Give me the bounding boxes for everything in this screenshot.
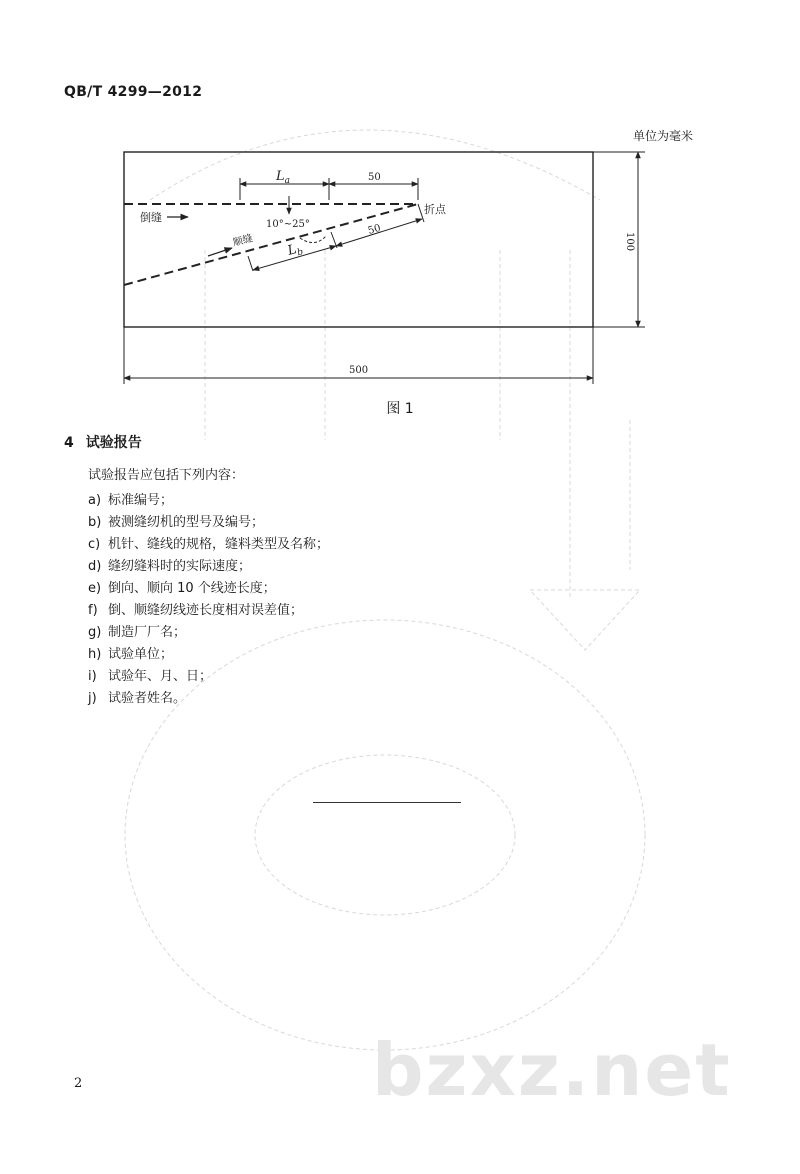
list-item: b) 被测缝纫机的型号及编号； [88,515,265,530]
slanted-50-label: 50 [366,222,383,237]
section-intro: 试验报告应包括下列内容： [88,468,245,483]
height-dimension [593,152,645,327]
list-item: e) 倒向、顺向 10 个线迹长度； [88,581,276,596]
forward-seam-label: 顺缝 [231,233,255,249]
section-heading [64,432,142,452]
slanted-dimension [248,204,424,271]
section-number: 4 [64,435,74,451]
watermark: bzxz.net [372,1028,732,1112]
fold-point-label: 折点 [424,203,446,216]
angle-label: 10°~25° [266,219,310,230]
list-item: i) 试验年、月、日； [88,669,213,684]
list-item: h) 试验单位； [88,647,174,662]
list-item: j) 试验者姓名。 [88,691,187,706]
standard-code-header: QB/T 4299—2012 [64,84,203,100]
list-item: d) 缝纫缝料时的实际速度； [88,559,252,574]
page-number: 2 [74,1076,83,1091]
top-50-label: 50 [368,172,381,183]
end-of-document-line [313,802,461,803]
lb-label: $L_b$ [285,242,305,259]
width-label: 500 [349,365,369,376]
list-item: c) 机针、缝线的规格，缝料类型及名称； [88,537,330,552]
reverse-seam-label: 倒缝 [140,211,162,224]
height-label: 100 [624,232,635,252]
section-title: 试验报告 [85,435,142,451]
list-item: f) 倒、顺缝纫线迹长度相对误差值； [88,603,304,618]
list-item: a) 标准编号； [88,493,174,508]
report-items-list [88,490,329,710]
forward-direction-arrow [208,248,232,256]
top-dimension [240,178,418,200]
forward-seam-line [124,204,418,285]
figure-caption: 图 1 [386,401,414,417]
la-label: $L_a$ [276,169,291,186]
unit-note: 单位为毫米 [633,129,694,143]
fabric-rectangle [124,152,593,327]
list-item: g) 制造厂厂名； [88,625,187,640]
